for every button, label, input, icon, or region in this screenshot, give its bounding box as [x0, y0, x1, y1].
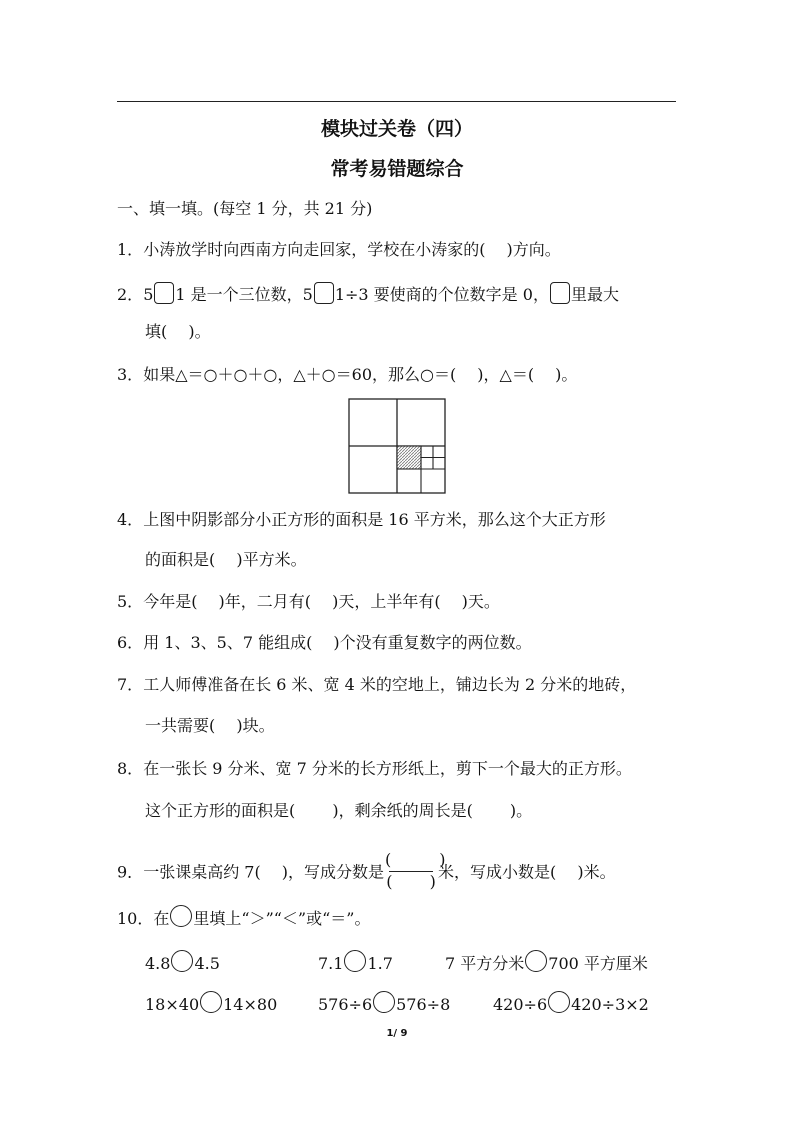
compare-circle-icon[interactable] — [548, 991, 570, 1013]
square-grid-figure — [348, 398, 446, 494]
compare-right: 576÷8 — [396, 995, 451, 1014]
compare-circle-icon[interactable] — [373, 991, 395, 1013]
compare-left: 420÷6 — [493, 995, 548, 1014]
blank-circle-icon — [170, 905, 192, 927]
compare-right: 14×80 — [223, 995, 278, 1014]
question-2-continued: 填( )。 — [145, 322, 211, 341]
fraction-blank[interactable] — [385, 850, 446, 893]
page-number: 1/ 9 — [386, 1028, 408, 1039]
question-text: 里最大 — [570, 285, 619, 304]
question-text: 上图中阴影部分小正方形的面积是 16 平方米，那么这个大正方形 — [143, 510, 606, 529]
blank-square-icon[interactable] — [314, 282, 334, 304]
compare-item — [145, 991, 277, 1016]
compare-circle-icon[interactable] — [525, 950, 547, 972]
compare-right: 420÷3×2 — [571, 995, 649, 1014]
question-number: 5． — [117, 592, 144, 611]
question-3 — [117, 364, 577, 386]
blank-square-icon[interactable] — [550, 282, 570, 304]
question-8 — [117, 758, 632, 780]
question-text: 1 是一个三位数，5 — [175, 285, 313, 304]
question-number: 1． — [117, 240, 144, 259]
question-number: 6． — [117, 633, 144, 652]
question-text: 如果△＝○＋○＋○，△＋○＝60，那么○＝( )，△＝( )。 — [143, 365, 578, 384]
compare-right: 700 平方厘米 — [548, 954, 648, 973]
compare-left: 18×40 — [145, 995, 200, 1014]
question-number: 3． — [117, 365, 144, 384]
question-number: 8． — [117, 759, 144, 778]
question-text: 工人师傅准备在长 6 米、宽 4 米的空地上，铺边长为 2 分米的地砖， — [143, 675, 637, 694]
compare-left: 4.8 — [145, 954, 171, 973]
question-7-continued: 一共需要( )块。 — [145, 716, 275, 735]
question-text: 米，写成小数是( )米。 — [438, 862, 616, 882]
compare-item — [445, 950, 648, 975]
question-text: 1÷3 要使商的个位数字是 0， — [334, 285, 549, 304]
question-1 — [117, 239, 561, 261]
page-title: 模块过关卷（四） — [320, 118, 473, 140]
question-8-continued: 这个正方形的面积是( )，剩余纸的周长是( )。 — [145, 801, 533, 820]
question-text: 今年是( )年，二月有( )天，上半年有( )天。 — [143, 592, 500, 611]
compare-right: 4.5 — [194, 954, 220, 973]
section-heading: 一、填一填。(每空 1 分，共 21 分) — [117, 199, 373, 218]
header-rule — [117, 101, 676, 102]
compare-left: 7.1 — [318, 954, 344, 973]
question-2 — [117, 282, 619, 306]
question-text: 小涛放学时向西南方向走回家，学校在小涛家的( )方向。 — [143, 240, 561, 259]
compare-circle-icon[interactable] — [200, 991, 222, 1013]
question-10 — [117, 905, 370, 930]
question-5 — [117, 591, 500, 613]
question-number: 10． — [117, 909, 154, 928]
question-text: 5 — [143, 285, 154, 304]
question-9 — [117, 850, 616, 893]
question-4 — [117, 509, 606, 531]
blank-square-icon[interactable] — [154, 282, 174, 304]
question-6 — [117, 632, 532, 654]
question-number: 4． — [117, 510, 144, 529]
compare-circle-icon[interactable] — [171, 950, 193, 972]
fraction-denominator: ( ) — [386, 872, 436, 891]
question-text: 里填上“＞”“＜”或“＝”。 — [193, 909, 371, 928]
compare-item — [493, 991, 649, 1016]
compare-item — [318, 991, 450, 1016]
compare-left: 7 平方分米 — [445, 954, 525, 973]
question-number: 9． — [117, 862, 144, 882]
compare-right: 1.7 — [367, 954, 393, 973]
question-text: 一张课桌高约 7( )，写成分数是 — [143, 862, 385, 882]
question-4-continued: 的面积是( )平方米。 — [145, 550, 307, 569]
compare-item — [318, 950, 393, 975]
page-subtitle: 常考易错题综合 — [330, 158, 464, 180]
question-number: 7． — [117, 675, 144, 694]
compare-circle-icon[interactable] — [344, 950, 366, 972]
compare-item — [145, 950, 220, 975]
question-text: 用 1、3、5、7 能组成( )个没有重复数字的两位数。 — [143, 633, 532, 652]
question-text: 在一张长 9 分米、宽 7 分米的长方形纸上，剪下一个最大的正方形。 — [143, 759, 632, 778]
question-text: 在 — [153, 909, 170, 928]
fraction-numerator: ( ) — [385, 850, 446, 869]
question-number: 2． — [117, 285, 144, 304]
question-7 — [117, 674, 636, 696]
compare-left: 576÷6 — [318, 995, 373, 1014]
